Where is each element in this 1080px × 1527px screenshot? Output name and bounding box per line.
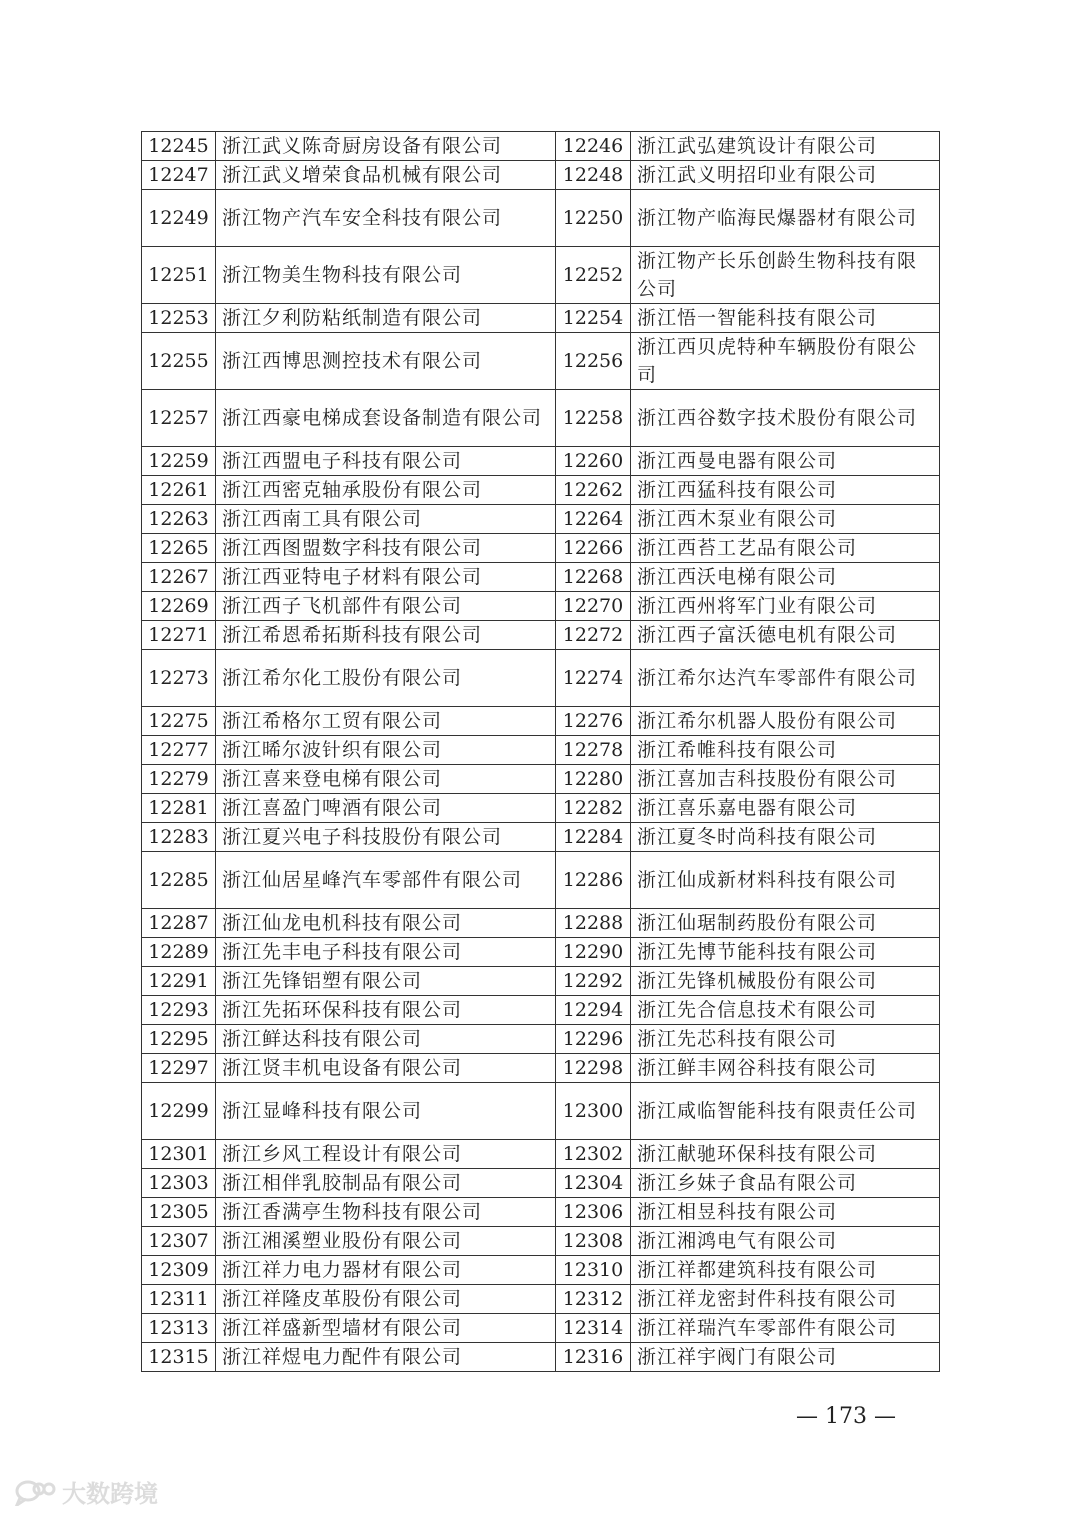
company-name: 浙江祥瑞汽车零部件有限公司	[631, 1314, 940, 1343]
entry-number: 12283	[142, 823, 216, 852]
table-row	[142, 447, 940, 476]
company-name: 浙江鲜达科技有限公司	[216, 1025, 556, 1054]
entry-number: 12248	[556, 161, 631, 190]
entry-number: 12269	[142, 592, 216, 621]
company-name: 浙江希尔达汽车零部件有限公司	[631, 650, 940, 707]
entry-number: 12301	[142, 1140, 216, 1169]
company-name: 浙江喜加吉科技股份有限公司	[631, 765, 940, 794]
entry-number: 12298	[556, 1054, 631, 1083]
speech-bubble-icon	[14, 1478, 56, 1506]
table-row	[142, 996, 940, 1025]
table-row	[142, 190, 940, 247]
company-name: 浙江物美生物科技有限公司	[216, 247, 556, 304]
company-name: 浙江希尔化工股份有限公司	[216, 650, 556, 707]
company-name: 浙江喜来登电梯有限公司	[216, 765, 556, 794]
entry-number: 12253	[142, 304, 216, 333]
company-name: 浙江湘鸿电气有限公司	[631, 1227, 940, 1256]
entry-number: 12316	[556, 1343, 631, 1372]
company-name: 浙江先锋铝塑有限公司	[216, 967, 556, 996]
company-name: 浙江祥力电力器材有限公司	[216, 1256, 556, 1285]
entry-number: 12293	[142, 996, 216, 1025]
company-name: 浙江西盟电子科技有限公司	[216, 447, 556, 476]
company-name: 浙江希格尔工贸有限公司	[216, 707, 556, 736]
entry-number: 12292	[556, 967, 631, 996]
watermark	[14, 1474, 158, 1509]
company-name: 浙江献驰环保科技有限公司	[631, 1140, 940, 1169]
table-row	[142, 1285, 940, 1314]
company-name: 浙江武义陈奇厨房设备有限公司	[216, 132, 556, 161]
company-name: 浙江先锋机械股份有限公司	[631, 967, 940, 996]
entry-number: 12262	[556, 476, 631, 505]
company-name: 浙江夏兴电子科技股份有限公司	[216, 823, 556, 852]
entry-number: 12284	[556, 823, 631, 852]
table-row	[142, 161, 940, 190]
company-name: 浙江先拓环保科技有限公司	[216, 996, 556, 1025]
company-name: 浙江西木泵业有限公司	[631, 505, 940, 534]
entry-number: 12278	[556, 736, 631, 765]
entry-number: 12296	[556, 1025, 631, 1054]
company-name: 浙江西谷数字技术股份有限公司	[631, 390, 940, 447]
entry-number: 12295	[142, 1025, 216, 1054]
entry-number: 12275	[142, 707, 216, 736]
company-name: 浙江鲜丰网谷科技有限公司	[631, 1054, 940, 1083]
company-name: 浙江西博思测控技术有限公司	[216, 333, 556, 390]
company-name: 浙江祥煜电力配件有限公司	[216, 1343, 556, 1372]
table-row	[142, 476, 940, 505]
company-name: 浙江相伴乳胶制品有限公司	[216, 1169, 556, 1198]
company-name: 浙江祥龙密封件科技有限公司	[631, 1285, 940, 1314]
entry-number: 12259	[142, 447, 216, 476]
company-name: 浙江夕利防粘纸制造有限公司	[216, 304, 556, 333]
entry-number: 12304	[556, 1169, 631, 1198]
company-name: 浙江湘溪塑业股份有限公司	[216, 1227, 556, 1256]
company-name: 浙江西猛科技有限公司	[631, 476, 940, 505]
company-list-body	[142, 132, 940, 1372]
entry-number: 12303	[142, 1169, 216, 1198]
entry-number: 12305	[142, 1198, 216, 1227]
table-row	[142, 1198, 940, 1227]
watermark-text: 大数跨境	[62, 1480, 158, 1508]
entry-number: 12270	[556, 592, 631, 621]
entry-number: 12250	[556, 190, 631, 247]
company-name: 浙江贤丰机电设备有限公司	[216, 1054, 556, 1083]
table-row	[142, 909, 940, 938]
company-name: 浙江西密克轴承股份有限公司	[216, 476, 556, 505]
table-row	[142, 852, 940, 909]
entry-number: 12279	[142, 765, 216, 794]
entry-number: 12261	[142, 476, 216, 505]
entry-number: 12273	[142, 650, 216, 707]
entry-number: 12271	[142, 621, 216, 650]
entry-number: 12291	[142, 967, 216, 996]
table-row	[142, 1256, 940, 1285]
company-name: 浙江香满亭生物科技有限公司	[216, 1198, 556, 1227]
company-name: 浙江物产长乐创龄生物科技有限公司	[631, 247, 940, 304]
entry-number: 12282	[556, 794, 631, 823]
table-row	[142, 592, 940, 621]
entry-number: 12313	[142, 1314, 216, 1343]
entry-number: 12281	[142, 794, 216, 823]
company-name: 浙江显峰科技有限公司	[216, 1083, 556, 1140]
entry-number: 12287	[142, 909, 216, 938]
entry-number: 12288	[556, 909, 631, 938]
table-row	[142, 736, 940, 765]
page-number: — 173 —	[796, 1404, 896, 1429]
company-name: 浙江西曼电器有限公司	[631, 447, 940, 476]
entry-number: 12276	[556, 707, 631, 736]
entry-number: 12274	[556, 650, 631, 707]
entry-number: 12312	[556, 1285, 631, 1314]
entry-number: 12314	[556, 1314, 631, 1343]
entry-number: 12309	[142, 1256, 216, 1285]
table-row	[142, 505, 940, 534]
table-row	[142, 1140, 940, 1169]
table-row	[142, 333, 940, 390]
company-name: 浙江物产临海民爆器材有限公司	[631, 190, 940, 247]
entry-number: 12285	[142, 852, 216, 909]
table-row	[142, 563, 940, 592]
entry-number: 12290	[556, 938, 631, 967]
company-name: 浙江西子富沃德电机有限公司	[631, 621, 940, 650]
entry-number: 12256	[556, 333, 631, 390]
table-row	[142, 823, 940, 852]
table-row	[142, 1083, 940, 1140]
entry-number: 12264	[556, 505, 631, 534]
table-row	[142, 967, 940, 996]
company-name: 浙江武义明招印业有限公司	[631, 161, 940, 190]
table-row	[142, 765, 940, 794]
entry-number: 12306	[556, 1198, 631, 1227]
company-name: 浙江乡风工程设计有限公司	[216, 1140, 556, 1169]
entry-number: 12311	[142, 1285, 216, 1314]
entry-number: 12289	[142, 938, 216, 967]
company-name: 浙江西贝虎特种车辆股份有限公司	[631, 333, 940, 390]
entry-number: 12249	[142, 190, 216, 247]
company-name: 浙江物产汽车安全科技有限公司	[216, 190, 556, 247]
company-name: 浙江仙琚制药股份有限公司	[631, 909, 940, 938]
company-name: 浙江夏冬时尚科技有限公司	[631, 823, 940, 852]
company-name: 浙江希恩希拓斯科技有限公司	[216, 621, 556, 650]
company-name: 浙江先合信息技术有限公司	[631, 996, 940, 1025]
company-name: 浙江祥都建筑科技有限公司	[631, 1256, 940, 1285]
company-name: 浙江希帷科技有限公司	[631, 736, 940, 765]
company-name: 浙江相昱科技有限公司	[631, 1198, 940, 1227]
company-name: 浙江西子飞机部件有限公司	[216, 592, 556, 621]
company-name: 浙江晞尔波针织有限公司	[216, 736, 556, 765]
company-name: 浙江祥隆皮革股份有限公司	[216, 1285, 556, 1314]
company-name: 浙江仙成新材料科技有限公司	[631, 852, 940, 909]
table-row	[142, 1169, 940, 1198]
company-name: 浙江先丰电子科技有限公司	[216, 938, 556, 967]
table-row	[142, 534, 940, 563]
company-name: 浙江喜乐嘉电器有限公司	[631, 794, 940, 823]
table-row	[142, 1314, 940, 1343]
company-name: 浙江西沃电梯有限公司	[631, 563, 940, 592]
entry-number: 12252	[556, 247, 631, 304]
table-row	[142, 1227, 940, 1256]
table-row	[142, 650, 940, 707]
company-name: 浙江西南工具有限公司	[216, 505, 556, 534]
company-list-table	[141, 131, 940, 1372]
entry-number: 12286	[556, 852, 631, 909]
company-name: 浙江仙居星峰汽车零部件有限公司	[216, 852, 556, 909]
table-row	[142, 794, 940, 823]
entry-number: 12300	[556, 1083, 631, 1140]
company-name: 浙江武弘建筑设计有限公司	[631, 132, 940, 161]
table-row	[142, 390, 940, 447]
entry-number: 12277	[142, 736, 216, 765]
entry-number: 12251	[142, 247, 216, 304]
table-row	[142, 707, 940, 736]
table-row	[142, 247, 940, 304]
entry-number: 12258	[556, 390, 631, 447]
company-name: 浙江西豪电梯成套设备制造有限公司	[216, 390, 556, 447]
entry-number: 12315	[142, 1343, 216, 1372]
entry-number: 12266	[556, 534, 631, 563]
entry-number: 12307	[142, 1227, 216, 1256]
entry-number: 12267	[142, 563, 216, 592]
table-row	[142, 621, 940, 650]
company-name: 浙江喜盈门啤酒有限公司	[216, 794, 556, 823]
entry-number: 12294	[556, 996, 631, 1025]
company-name: 浙江仙龙电机科技有限公司	[216, 909, 556, 938]
entry-number: 12268	[556, 563, 631, 592]
entry-number: 12260	[556, 447, 631, 476]
company-name: 浙江先芯科技有限公司	[631, 1025, 940, 1054]
company-name: 浙江咸临智能科技有限责任公司	[631, 1083, 940, 1140]
entry-number: 12299	[142, 1083, 216, 1140]
entry-number: 12255	[142, 333, 216, 390]
company-name: 浙江祥盛新型墙材有限公司	[216, 1314, 556, 1343]
entry-number: 12302	[556, 1140, 631, 1169]
company-name: 浙江希尔机器人股份有限公司	[631, 707, 940, 736]
table-row	[142, 304, 940, 333]
table-row	[142, 1025, 940, 1054]
table-row	[142, 938, 940, 967]
entry-number: 12280	[556, 765, 631, 794]
company-name: 浙江祥宇阀门有限公司	[631, 1343, 940, 1372]
company-name: 浙江西图盟数字科技有限公司	[216, 534, 556, 563]
company-name: 浙江悟一智能科技有限公司	[631, 304, 940, 333]
entry-number: 12297	[142, 1054, 216, 1083]
company-name: 浙江西州将军门业有限公司	[631, 592, 940, 621]
company-name: 浙江先博节能科技有限公司	[631, 938, 940, 967]
company-name: 浙江武义增荣食品机械有限公司	[216, 161, 556, 190]
entry-number: 12254	[556, 304, 631, 333]
entry-number: 12257	[142, 390, 216, 447]
entry-number: 12246	[556, 132, 631, 161]
entry-number: 12263	[142, 505, 216, 534]
company-name: 浙江西亚特电子材料有限公司	[216, 563, 556, 592]
company-name: 浙江乡妹子食品有限公司	[631, 1169, 940, 1198]
table-row	[142, 1054, 940, 1083]
entry-number: 12245	[142, 132, 216, 161]
entry-number: 12265	[142, 534, 216, 563]
entry-number: 12272	[556, 621, 631, 650]
table-row	[142, 132, 940, 161]
entry-number: 12310	[556, 1256, 631, 1285]
table-row	[142, 1343, 940, 1372]
entry-number: 12308	[556, 1227, 631, 1256]
entry-number: 12247	[142, 161, 216, 190]
company-name: 浙江西苔工艺品有限公司	[631, 534, 940, 563]
